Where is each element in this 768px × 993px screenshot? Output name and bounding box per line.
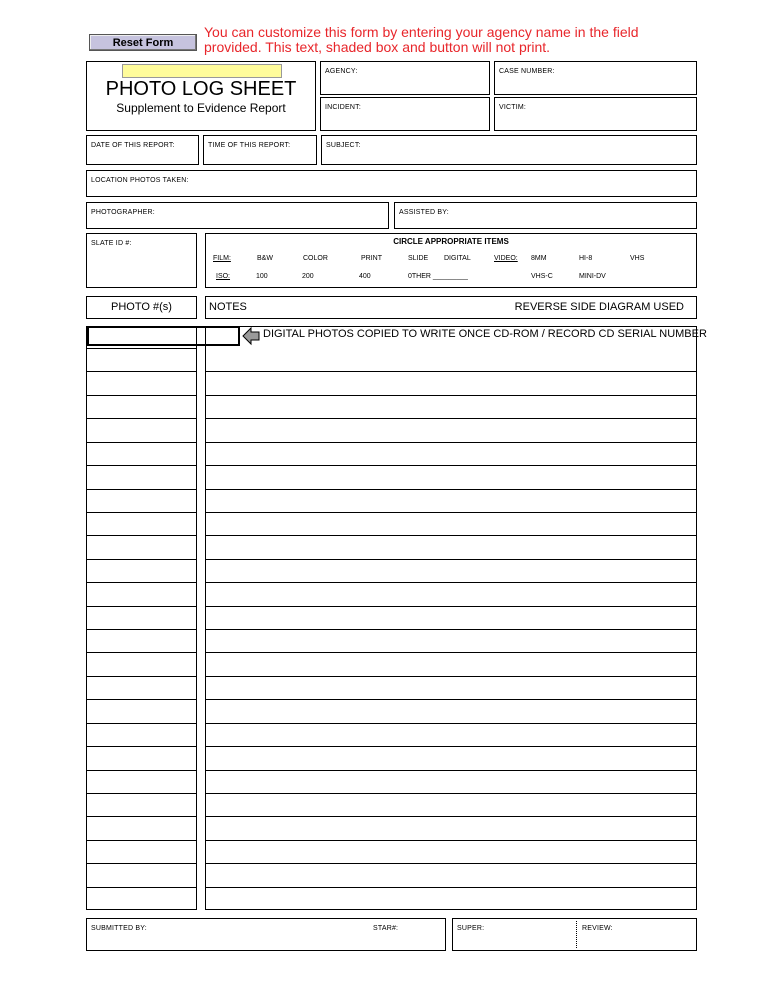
iso-label: ISO: <box>216 273 231 280</box>
notes-row-line <box>205 652 697 653</box>
victim-label: VICTIM: <box>499 104 527 111</box>
photo-numbers-row-line <box>86 699 197 700</box>
page-subtitle: Supplement to Evidence Report <box>116 101 286 115</box>
slate-id-field[interactable] <box>86 233 197 288</box>
submitted-by-label: SUBMITTED BY: <box>91 925 147 932</box>
film-option[interactable]: PRINT <box>361 255 382 262</box>
incident-field[interactable] <box>320 97 490 131</box>
film-option[interactable]: DIGITAL <box>444 255 471 262</box>
notes-row-line <box>205 699 697 700</box>
location-label: LOCATION PHOTOS TAKEN: <box>91 177 189 184</box>
photo-numbers-row-line <box>86 395 197 396</box>
photo-numbers-row-line <box>86 559 197 560</box>
notes-row-line <box>205 465 697 466</box>
photo-numbers-row-line <box>86 746 197 747</box>
photo-numbers-row-line <box>86 418 197 419</box>
iso-option[interactable]: 0THER _________ <box>408 273 468 280</box>
video-option[interactable]: HI-8 <box>579 255 593 262</box>
photo-numbers-column <box>86 326 197 910</box>
time-of-report-label: TIME OF THIS REPORT: <box>208 142 291 149</box>
video-option[interactable]: VHS-C <box>531 273 553 280</box>
photo-numbers-row-line <box>86 793 197 794</box>
photo-numbers-row-line <box>86 465 197 466</box>
photographer-field[interactable] <box>86 202 389 229</box>
notes-row-line <box>205 676 697 677</box>
iso-option[interactable]: 200 <box>302 273 314 280</box>
notes-row-line <box>205 582 697 583</box>
notes-row-line <box>205 535 697 536</box>
notes-row-line <box>205 442 697 443</box>
notes-row-line <box>205 816 697 817</box>
video-option[interactable]: 8MM <box>531 255 547 262</box>
agency-field[interactable] <box>320 61 490 95</box>
star-label: STAR#: <box>373 925 399 932</box>
notes-row-line <box>205 512 697 513</box>
notes-row-line <box>205 371 697 372</box>
notes-row-line <box>205 863 697 864</box>
page-title: PHOTO LOG SHEET <box>105 78 297 100</box>
date-of-report-field[interactable] <box>86 135 199 165</box>
photographer-label: PHOTOGRAPHER: <box>91 209 155 216</box>
photo-numbers-row-line <box>86 535 197 536</box>
subject-field[interactable] <box>321 135 697 165</box>
agency-label: AGENCY: <box>325 68 358 75</box>
notes-row-line <box>205 395 697 396</box>
photo-numbers-row-line <box>86 816 197 817</box>
photo-numbers-row-line <box>86 489 197 490</box>
notes-row-line <box>205 629 697 630</box>
case-number-field[interactable] <box>494 61 697 95</box>
title-block <box>86 61 316 131</box>
agency-name-field[interactable] <box>122 64 282 78</box>
notes-row-line <box>205 746 697 747</box>
photo-numbers-row-line <box>86 863 197 864</box>
video-option[interactable]: VHS <box>630 255 645 262</box>
assisted-by-label: ASSISTED BY: <box>399 209 449 216</box>
photo-numbers-header <box>86 296 197 319</box>
photo-numbers-row-line <box>86 676 197 677</box>
notes-row-line <box>205 793 697 794</box>
notes-heading: NOTES <box>209 301 247 313</box>
video-option[interactable]: MINI-DV <box>579 273 606 280</box>
notes-row-line <box>205 723 697 724</box>
photo-numbers-row-line <box>86 629 197 630</box>
case-number-label: CASE NUMBER: <box>499 68 555 75</box>
cd-serial-note: DIGITAL PHOTOS COPIED TO WRITE ONCE CD-ROM / RECORD CD SERIAL NUMBER <box>263 328 707 340</box>
photo-numbers-row-line <box>86 442 197 443</box>
photo-numbers-row-line <box>86 840 197 841</box>
time-of-report-field[interactable] <box>203 135 317 165</box>
iso-option[interactable]: 400 <box>359 273 371 280</box>
photo-numbers-row-line <box>86 582 197 583</box>
notes-row-line <box>205 418 697 419</box>
super-label: SUPER: <box>457 925 485 932</box>
slate-id-label: SLATE ID #: <box>91 240 132 247</box>
notes-column <box>205 326 697 910</box>
photo-numbers-row-line <box>86 371 197 372</box>
assisted-by-field[interactable] <box>394 202 697 229</box>
iso-option[interactable]: 100 <box>256 273 268 280</box>
circle-items-box <box>205 233 697 288</box>
film-option[interactable]: SLIDE <box>408 255 429 262</box>
notes-row-line <box>205 840 697 841</box>
customize-notice: You can customize this form by entering your agency name in the field provided. This text, shaded box and button will not print. <box>204 24 639 55</box>
reset-form-button[interactable]: Reset Form <box>89 34 197 51</box>
photo-numbers-heading: PHOTO #(s) <box>111 301 172 313</box>
notes-row-line <box>205 489 697 490</box>
photo-numbers-row-line <box>86 723 197 724</box>
reverse-side-heading: REVERSE SIDE DIAGRAM USED <box>514 301 684 313</box>
victim-field[interactable] <box>494 97 697 131</box>
notes-row-line <box>205 770 697 771</box>
super-review-divider <box>576 921 577 948</box>
circle-items-heading: CIRCLE APPROPRIATE ITEMS <box>393 237 509 246</box>
review-label: REVIEW: <box>582 925 613 932</box>
location-field[interactable] <box>86 170 697 197</box>
notes-row-line <box>205 887 697 888</box>
notes-row-line <box>205 606 697 607</box>
video-label: VIDEO: <box>494 255 518 262</box>
photo-numbers-row-line <box>86 770 197 771</box>
photo-numbers-row-line <box>86 606 197 607</box>
notes-row-line <box>205 559 697 560</box>
incident-label: INCIDENT: <box>325 104 362 111</box>
photo-numbers-row-line <box>86 652 197 653</box>
photo-numbers-row-line <box>86 512 197 513</box>
super-review-field[interactable] <box>452 918 697 951</box>
film-label: FILM: <box>213 255 231 262</box>
notes-header <box>205 296 697 319</box>
photo-numbers-row-line <box>86 887 197 888</box>
film-option[interactable]: B&W <box>257 255 273 262</box>
subject-label: SUBJECT: <box>326 142 361 149</box>
photo-numbers-row-line <box>86 348 197 349</box>
date-of-report-label: DATE OF THIS REPORT: <box>91 142 175 149</box>
submitted-by-field[interactable] <box>86 918 446 951</box>
film-option[interactable]: COLOR <box>303 255 328 262</box>
